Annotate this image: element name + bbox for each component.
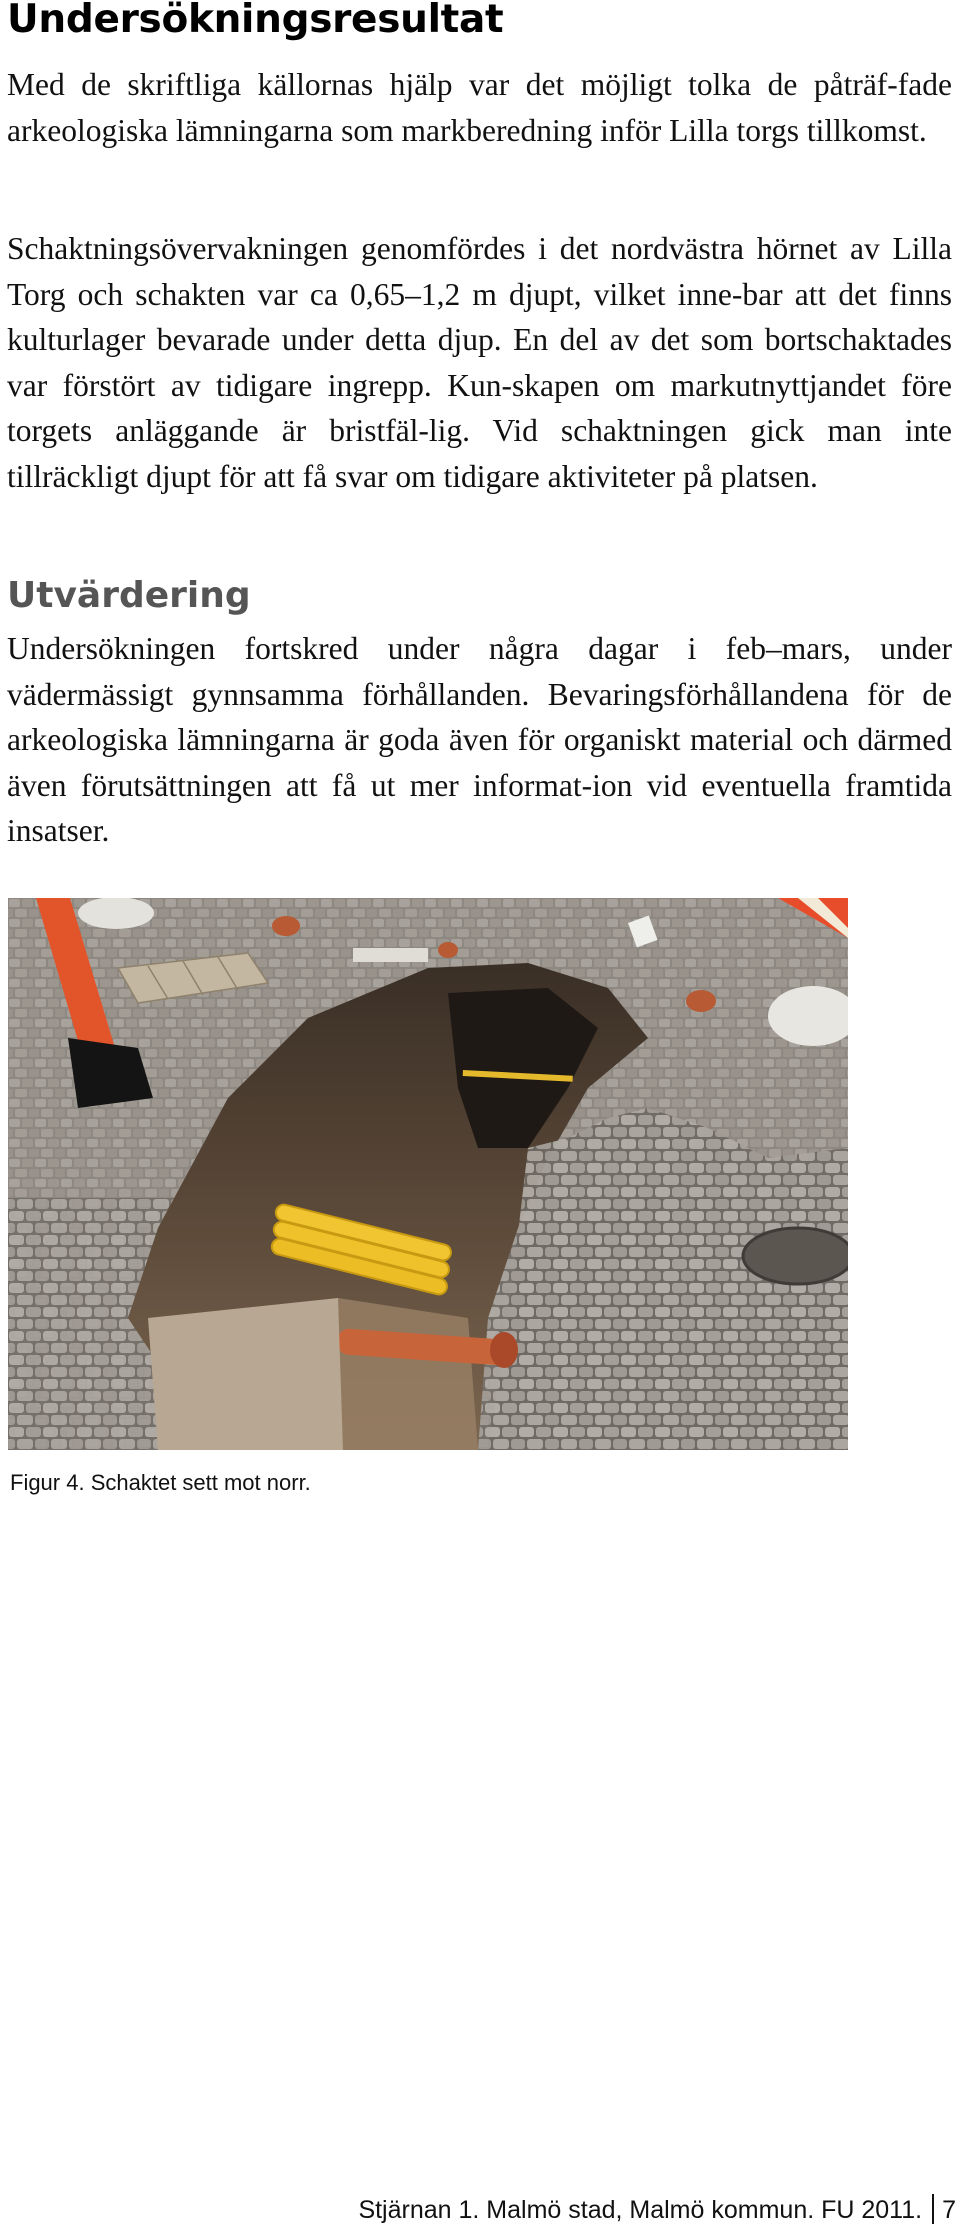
paragraph-monitoring: Schaktningsövervakningen genomfördes i det nordvästra hörnet av Lilla Torg och schakten var ca 0,65–1,2 m djupt, vilket inne-bar att det finns kulturlager bevarade under detta djup. En del av det som bortschaktades var förstört av tidigare ingrepp. Kun-skapen om markutnyttjandet före torgets anläggande är bristfäl-lig. Vid schaktningen gick man inte tillräckligt djupt för att få svar om tidigare aktiviteter på platsen. [7, 231, 952, 494]
figure-caption: Figur 4. Schaktet sett mot norr. [10, 1470, 311, 1495]
paragraph-sources: Med de skriftliga källornas hjälp var det möjligt tolka de påträf-fade arkeologiska lämningarna som markberedning inför Lilla torgs tillkomst. [7, 67, 952, 148]
page-number: 7 [942, 2196, 956, 2224]
paragraph-evaluation: Undersökningen fortskred under några dagar i feb–mars, under vädermässigt gynnsamma förhållanden. Bevaringsförhållandena för de arkeologiska lämningarna är goda även för organiskt material och därmed även förutsättningen att få ut mer informat-ion vid eventuella framtida insatser. [7, 631, 952, 848]
footer-text: Stjärnan 1. Malmö stad, Malmö kommun. FU 2011. [358, 2196, 923, 2224]
footer-separator [932, 2194, 934, 2224]
section-heading-evaluation: Utvärdering [7, 575, 251, 616]
excavation-photo [8, 898, 848, 1450]
page-footer [358, 2194, 956, 2225]
section-heading-results: Undersökningsresultat [7, 0, 504, 42]
excavation-photo-illustration [8, 898, 848, 1450]
